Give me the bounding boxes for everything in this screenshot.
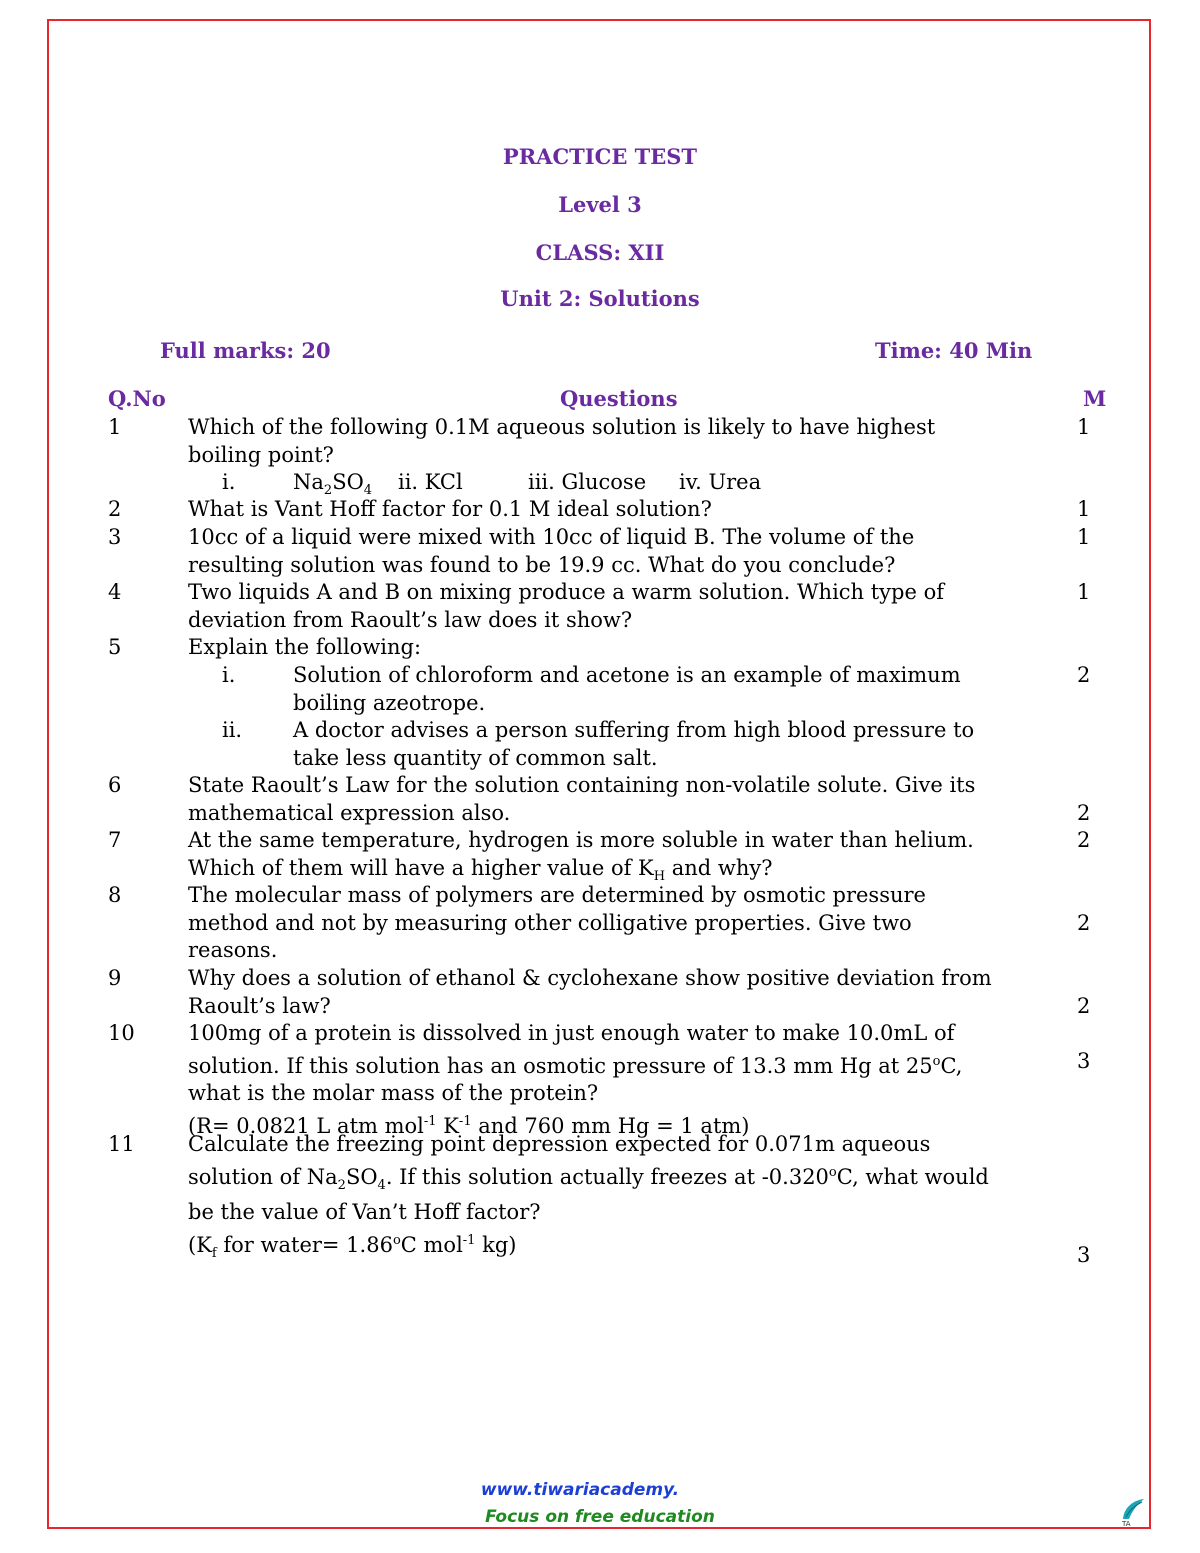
full-marks: Full marks: 20: [160, 338, 331, 363]
column-header-qno: Q.No: [108, 386, 166, 411]
question-line: solution of $Na_2SO_4$. If this solution actually freezes at -0.320$^o$C, what would: [188, 1164, 989, 1193]
question-marks: 2: [1077, 663, 1091, 687]
question-line: what is the molar mass of the protein?: [188, 1081, 599, 1105]
question-line: Which of the following 0.1M aqueous solution is likely to have highest: [188, 415, 936, 439]
class-label: CLASS: XII: [535, 240, 665, 265]
question-marks: 1: [1077, 580, 1091, 604]
question-line: be the value of Van’t Hoff factor?: [188, 1200, 541, 1225]
question-number: 11: [108, 1132, 135, 1156]
question-line: Which of them will have a higher value of $K_H$ and why?: [188, 855, 773, 884]
unit-label: Unit 2: Solutions: [500, 286, 700, 311]
question-line: solution. If this solution has an osmotic pressure of 13.3 mm Hg at 25$^o$C,: [188, 1053, 963, 1078]
question-text: [188, 882, 1068, 965]
question-text: [188, 524, 1068, 579]
question-line: 10cc of a liquid were mixed with 10cc of liquid B. The volume of the: [188, 525, 915, 549]
question-text: [188, 965, 1068, 1020]
question-line: (R= 0.0821 L atm mol$^{-1}$ $K^{-1}$ and 760 mm Hg = 1 atm): [188, 1113, 750, 1138]
question-marks: 2: [1077, 911, 1091, 935]
question-line: At the same temperature, hydrogen is more soluble in water than helium.: [188, 828, 974, 852]
question-line: reasons.: [188, 938, 278, 962]
question-line: State Raoult’s Law for the solution containing non-volatile solute. Give its: [188, 773, 976, 797]
question-line: boiling point?: [188, 442, 334, 467]
tagline: Focus on free education: [485, 1507, 715, 1527]
question-line: 100mg of a protein is dissolved in just enough water to make 10.0mL of: [188, 1021, 955, 1045]
question-line: resulting solution was found to be 19.9 cc. What do you conclude?: [188, 552, 896, 577]
option-text: ii. KCl: [398, 470, 463, 494]
question-marks: 3: [1077, 1049, 1091, 1073]
question-text: [188, 772, 1068, 827]
option-text: iii. Glucose: [528, 470, 647, 494]
question-text: [188, 1020, 1068, 1140]
question-marks: 3: [1077, 1243, 1091, 1267]
question-line: method and not by measuring other colligative properties. Give two: [188, 910, 912, 935]
question-text: What is Vant Hoff factor for 0.1 M ideal solution?: [188, 497, 712, 521]
question-number: 2: [108, 497, 122, 521]
question-text: [188, 414, 1068, 469]
question-number: 10: [108, 1021, 135, 1045]
question-marks: 1: [1077, 497, 1091, 521]
question-marks: 1: [1077, 415, 1091, 439]
column-header-questions: Questions: [560, 386, 678, 411]
question-number: 6: [108, 773, 122, 797]
question-number: 7: [108, 828, 122, 852]
option-label: i.: [222, 470, 236, 494]
option-text: iv. Urea: [679, 470, 762, 494]
question-number: 9: [108, 966, 122, 990]
question-marks: 2: [1077, 994, 1091, 1018]
question-line: Two liquids A and B on mixing produce a warm solution. Which type of: [188, 580, 945, 604]
question-text: [188, 579, 1068, 634]
question-text: Explain the following:: [188, 635, 422, 659]
website-link[interactable]: www.tiwariacademy.: [480, 1480, 680, 1500]
tiwari-academy-logo-icon: [1120, 1497, 1146, 1527]
question-line: mathematical expression also.: [188, 800, 511, 825]
option-text: $Na_2SO_4$: [293, 470, 373, 499]
question-marks: 2: [1077, 801, 1091, 825]
subpart-label: i.: [222, 663, 236, 687]
subpart-label: ii.: [222, 718, 243, 742]
question-number: 1: [108, 415, 122, 439]
question-line: ($K_f$ for water= $1.86^oC$ mol$^{-1}$ kg): [188, 1232, 517, 1261]
subpart-text: Solution of chloroform and acetone is an example of maximum boiling azeotrope.: [293, 663, 961, 715]
level-label: Level 3: [558, 192, 642, 217]
question-number: 3: [108, 525, 122, 549]
question-line: Why does a solution of ethanol & cyclohexane show positive deviation from: [188, 966, 992, 990]
question-line: deviation from Raoult’s law does it show?: [188, 607, 633, 632]
question-number: 8: [108, 883, 122, 907]
page-title: PRACTICE TEST: [502, 144, 698, 169]
question-number: 4: [108, 580, 122, 604]
question-number: 5: [108, 635, 122, 659]
question-line: Calculate the freezing point depression expected for 0.071m aqueous: [188, 1132, 931, 1156]
subpart-text: A doctor advises a person suffering from high blood pressure to take less quantity of common salt.: [293, 718, 975, 770]
question-line: The molecular mass of polymers are determined by osmotic pressure: [188, 883, 926, 907]
question-text: [188, 1131, 1068, 1267]
column-header-marks: M: [1083, 386, 1107, 411]
question-text: [188, 827, 1068, 890]
svg-text:TA: TA: [1122, 1520, 1131, 1527]
question-marks: 1: [1077, 525, 1091, 549]
question-marks: 2: [1077, 828, 1091, 852]
question-line: Raoult’s law?: [188, 993, 331, 1018]
time-limit: Time: 40 Min: [875, 338, 1033, 363]
